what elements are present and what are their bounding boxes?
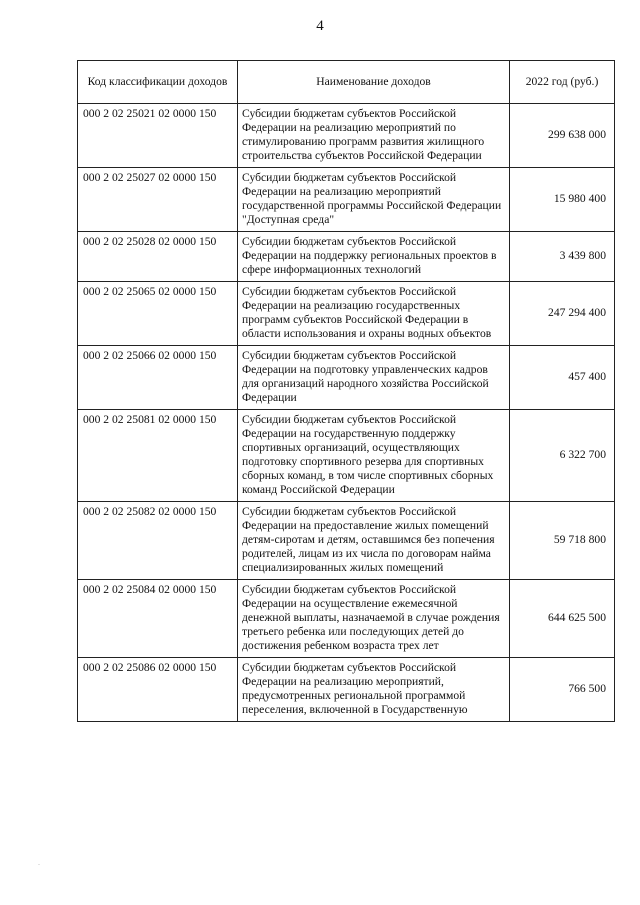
row-name: Субсидии бюджетам субъектов Российской Федерации на реализацию мероприятий по стимулированию программ развития жилищного строительства субъектов Российской Федерации: [238, 104, 510, 168]
table-row: [78, 580, 615, 658]
row-amount: 247 294 400: [510, 282, 615, 346]
page-number: 4: [316, 18, 324, 34]
row-name: Субсидии бюджетам субъектов Российской Федерации на осуществление ежемесячной денежной выплаты, назначаемой в случае рождения третьего ребенка или последующих детей до достижения ребенком возраста трех лет: [238, 580, 510, 658]
table-row: [78, 104, 615, 168]
row-code: 000 2 02 25084 02 0000 150: [78, 580, 238, 658]
table-row: [78, 410, 615, 502]
row-code: 000 2 02 25086 02 0000 150: [78, 658, 238, 722]
table-row: [78, 232, 615, 282]
row-name: Субсидии бюджетам субъектов Российской Федерации на реализацию государственных программ субъектов Российской Федерации в области использования и охраны водных объектов: [238, 282, 510, 346]
header-name: Наименование доходов: [238, 61, 510, 104]
row-code: 000 2 02 25027 02 0000 150: [78, 168, 238, 232]
table-row: [78, 282, 615, 346]
row-name: Субсидии бюджетам субъектов Российской Федерации на подготовку управленческих кадров для организаций народного хозяйства Российской Федерации: [238, 346, 510, 410]
table-row: [78, 346, 615, 410]
row-code: 000 2 02 25082 02 0000 150: [78, 502, 238, 580]
income-table: [77, 60, 615, 722]
table-header-row: [78, 61, 615, 104]
row-code: 000 2 02 25028 02 0000 150: [78, 232, 238, 282]
row-name: Субсидии бюджетам субъектов Российской Федерации на предоставление жилых помещений детям-сиротам и детям, оставшимся без попечения родителей, лицам из их числа по договорам найма специализированных жилых помещений: [238, 502, 510, 580]
header-amount: 2022 год (руб.): [510, 61, 615, 104]
table-row: [78, 502, 615, 580]
row-amount: 15 980 400: [510, 168, 615, 232]
row-amount: 59 718 800: [510, 502, 615, 580]
row-name: Субсидии бюджетам субъектов Российской Федерации на реализацию мероприятий государственной программы Российской Федерации "Доступная среда": [238, 168, 510, 232]
table-row: [78, 658, 615, 722]
row-amount: 766 500: [510, 658, 615, 722]
row-name: Субсидии бюджетам субъектов Российской Федерации на государственную поддержку спортивных организаций, осуществляющих подготовку спортивного резерва для спортивных сборных команд, в том числе спортивных сборных команд Российской Федерации: [238, 410, 510, 502]
table-row: [78, 168, 615, 232]
row-code: 000 2 02 25081 02 0000 150: [78, 410, 238, 502]
header-code: Код классификации доходов: [78, 61, 238, 104]
row-name: Субсидии бюджетам субъектов Российской Федерации на поддержку региональных проектов в сфере информационных технологий: [238, 232, 510, 282]
row-amount: 457 400: [510, 346, 615, 410]
row-amount: 6 322 700: [510, 410, 615, 502]
row-code: 000 2 02 25021 02 0000 150: [78, 104, 238, 168]
row-amount: 299 638 000: [510, 104, 615, 168]
row-code: 000 2 02 25065 02 0000 150: [78, 282, 238, 346]
row-code: 000 2 02 25066 02 0000 150: [78, 346, 238, 410]
row-amount: 644 625 500: [510, 580, 615, 658]
scan-mark: .: [38, 858, 40, 867]
row-amount: 3 439 800: [510, 232, 615, 282]
row-name: Субсидии бюджетам субъектов Российской Федерации на реализацию мероприятий, предусмотренных региональной программой переселения, включенной в Государственную: [238, 658, 510, 722]
